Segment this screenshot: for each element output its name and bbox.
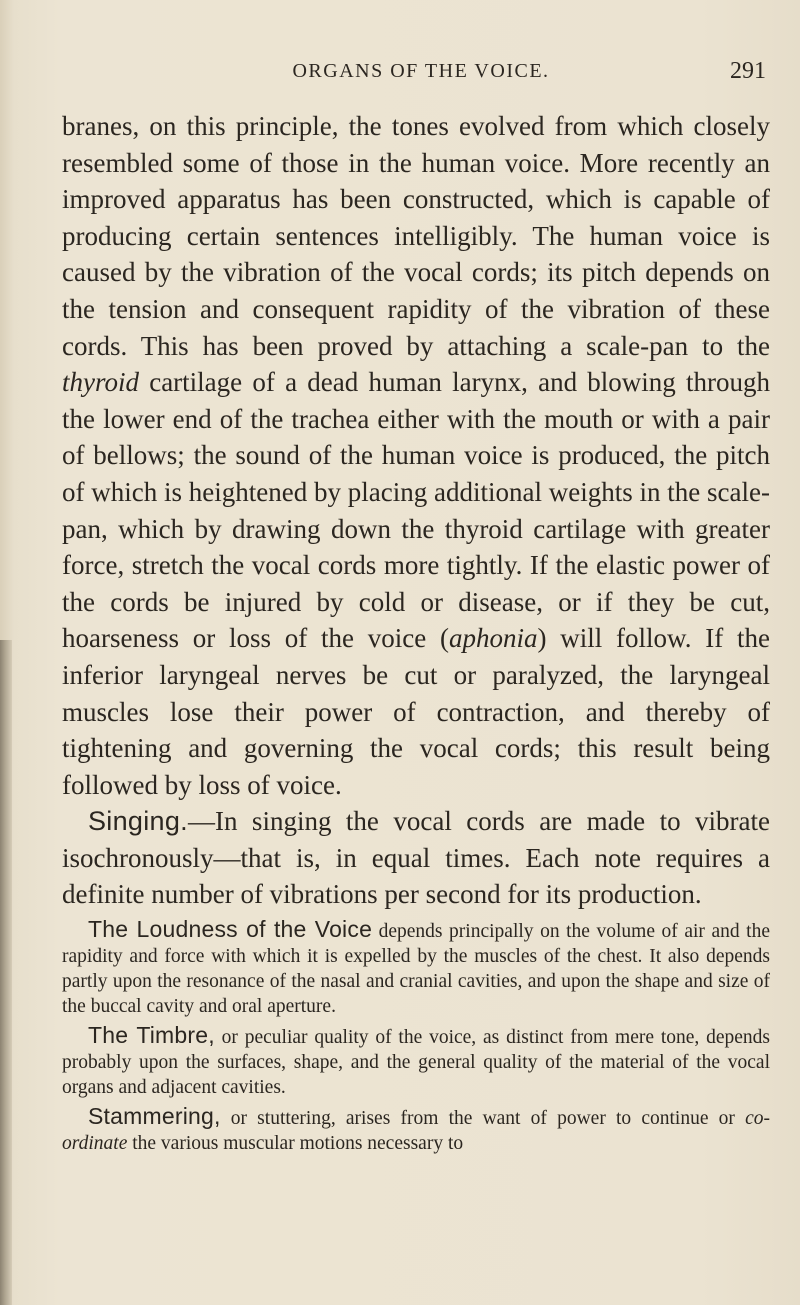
page-binding-shadow bbox=[0, 640, 12, 1305]
paragraph-text: or peculiar quality of the voice, as distinct from mere tone, depends probably upon the surfaces, shape, and the general quality of the material of the vocal organs and adjacent cavities. bbox=[62, 1027, 770, 1099]
section-heading-timbre: The Timbre, bbox=[88, 1022, 215, 1049]
section-heading-stammering: Stammering, bbox=[88, 1103, 221, 1130]
paragraph-singing bbox=[62, 803, 770, 913]
italic-term-thyroid: thyroid bbox=[62, 367, 139, 398]
paragraph-text: the various muscular motions necessary to bbox=[127, 1133, 464, 1155]
paragraph-text: branes, on this principle, the tones evolved from which closely resembled some of those in the human voice. More recently an improved apparatus has been constructed, which is capable of producing certain sentences intelligibly. The human voice is caused by the vibration of the vocal cords; its pitch depends on the tension and consequent rapidity of the vibration of these cords. This has been proved by attaching a scale-pan to the bbox=[62, 111, 770, 361]
page-body bbox=[62, 108, 770, 1156]
paragraph-stammering bbox=[62, 1104, 770, 1156]
section-heading-loudness: The Loudness of the Voice bbox=[88, 916, 373, 943]
paragraph-text: or stuttering, arises from the want of power to continue or bbox=[220, 1108, 746, 1130]
page-number: 291 bbox=[730, 58, 766, 84]
paragraph-text: ) will follow. If the inferior laryngeal nerves be cut or paralyzed, the laryngeal muscles lose their power of contraction, and thereby of tightening and governing the vocal cords; this result being followed by loss of voice. bbox=[62, 623, 770, 800]
paragraph-text: cartilage of a dead human larynx, and blowing through the lower end of the trachea either with the mouth or with a pair of bellows; the sound of the human voice is produced, the pitch of which is heightened by placing additional weights in the scale-pan, which by drawing down the thyroid cartilage with greater force, stretch the vocal cords more tightly. If the elastic power of the cords be injured by cold or disease, or if they be cut, hoarseness or loss of the voice ( bbox=[62, 367, 770, 654]
running-title: ORGANS OF THE VOICE. bbox=[292, 60, 550, 82]
paragraph-text: depends principally on the volume of air and the rapidity and force with which it is expelled by the muscles of the chest. It also depends partly upon the resonance of the nasal and cranial cavities, and upon the shape and size of the buccal cavity and oral aperture. bbox=[62, 921, 770, 1018]
paragraph-timbre bbox=[62, 1023, 770, 1100]
section-heading-singing: Singing. bbox=[88, 806, 188, 837]
paragraph-loudness bbox=[62, 917, 770, 1019]
italic-term-coordinate: co-ordinate bbox=[62, 1108, 770, 1155]
italic-term-aphonia: aphonia bbox=[448, 623, 538, 654]
running-header bbox=[76, 60, 766, 90]
paragraph-text: —In singing the vocal cords are made to vibrate isochronously—that is, in equal times. Each note requires a definite number of vibrations per second for its production. bbox=[62, 806, 770, 910]
paragraph-voice-mechanism bbox=[62, 108, 770, 803]
